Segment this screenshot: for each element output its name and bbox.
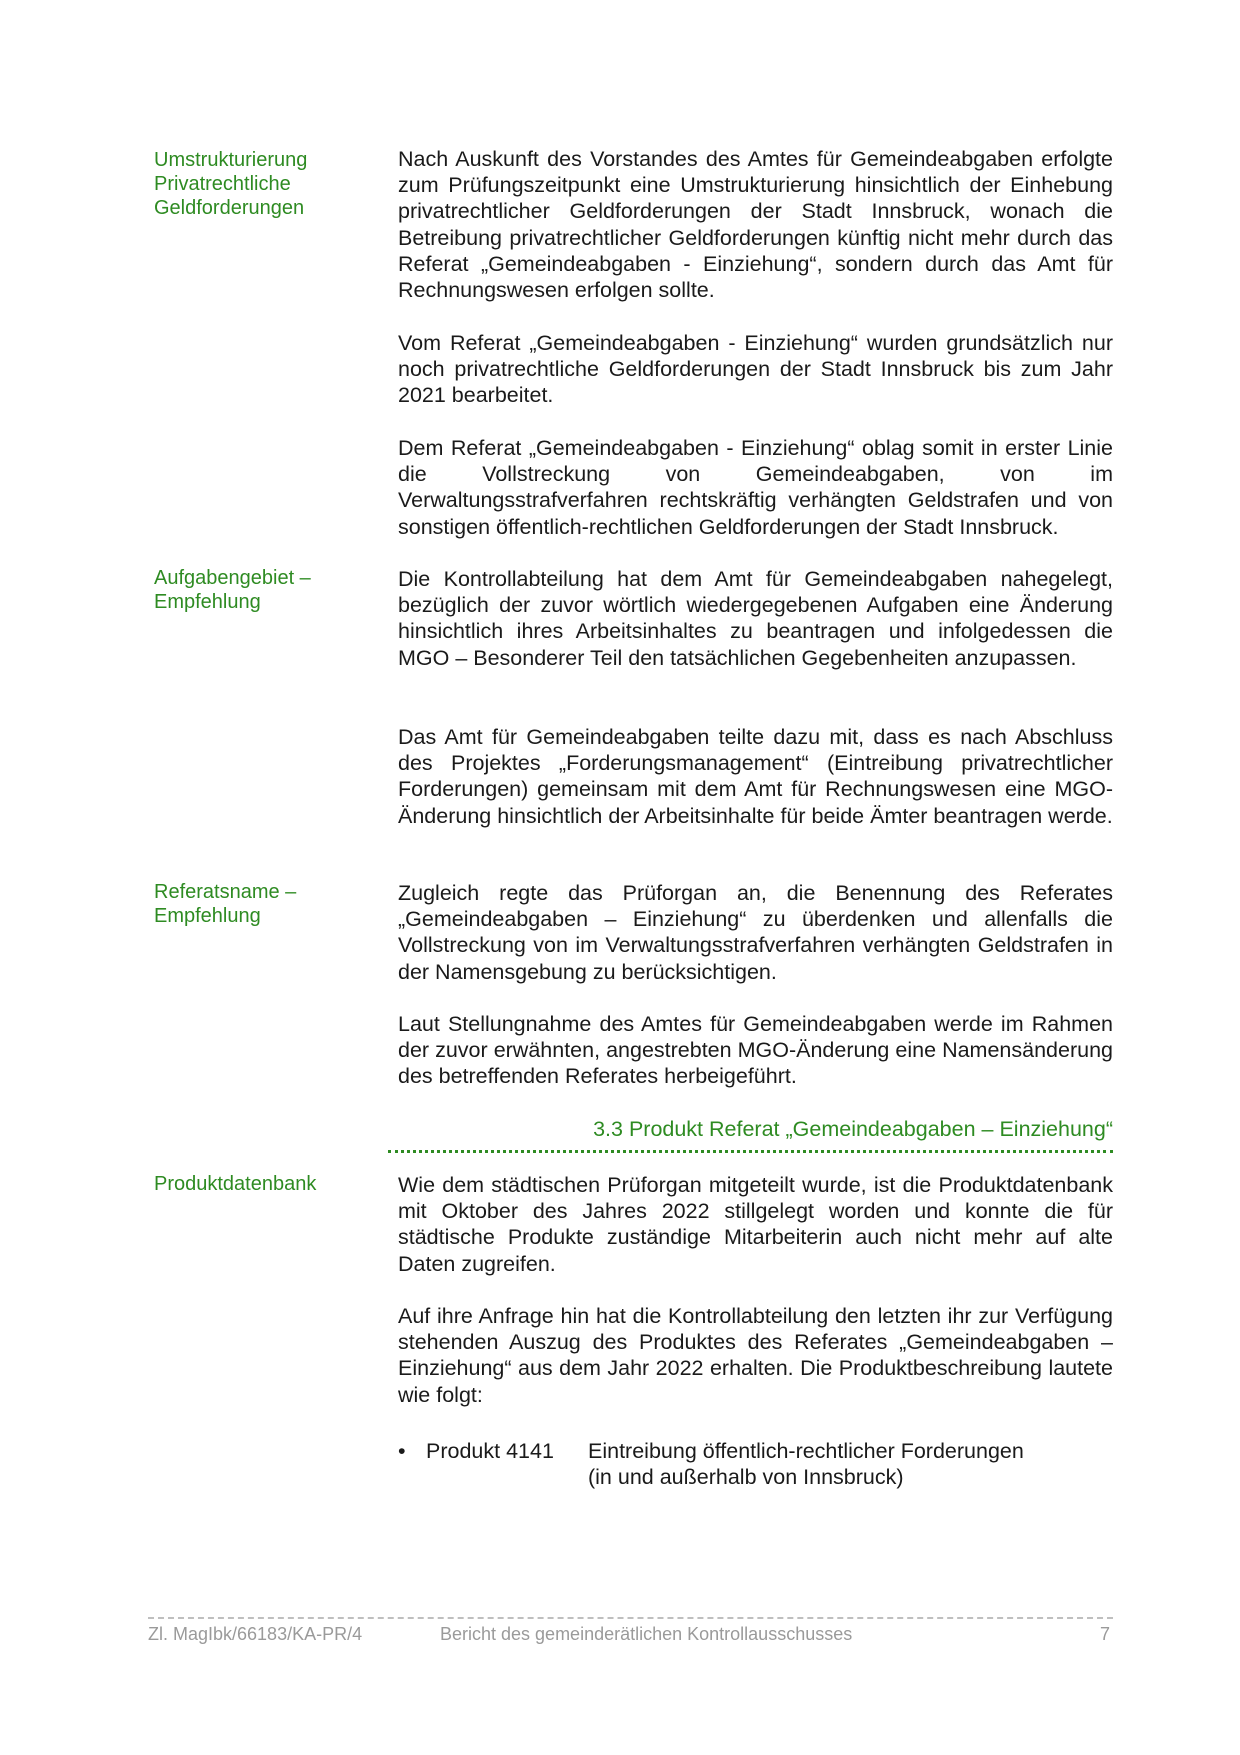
paragraph: Auf ihre Anfrage hin hat die Kontrollabteilung den letzten ihr zur Verfügung stehenden Auszug des Produktes des Referates „Gemeindeabgaben – Einziehung“ aus dem Jahr 2022 erhalten. Die Produktbeschreibung lautete wie folgt:	[398, 1304, 1113, 1407]
margin-note-line: Umstrukturierung	[154, 149, 308, 171]
page-number: 7	[1099, 1624, 1110, 1644]
margin-note-umstrukturierung	[154, 148, 374, 220]
product-description	[588, 1438, 1108, 1490]
margin-note-line: Empfehlung	[154, 591, 261, 613]
paragraph: Dem Referat „Gemeindeabgaben - Einziehung“ oblag somit in erster Linie die Vollstreckung von Gemeindeabgaben, von im Verwaltungsstrafverfahren rechtskräftig verhängten Geldstrafen und von sonstigen öffentlich-rechtlichen Geldforderungen der Stadt Innsbruck.	[398, 436, 1113, 539]
margin-note-line: Produktdatenbank	[154, 1173, 317, 1195]
product-description-line: (in und außerhalb von Innsbruck)	[588, 1465, 904, 1490]
footer-reference: Zl. MagIbk/66183/KA-PR/4	[148, 1624, 363, 1644]
margin-note-line: Geldforderungen	[154, 197, 305, 219]
product-code: Produkt 4141	[426, 1439, 554, 1463]
margin-note-referatsname	[154, 880, 374, 928]
paragraph: Nach Auskunft des Vorstandes des Amtes für Gemeindeabgaben erfolgte zum Prüfungszeitpunkt eine Umstrukturierung hinsichtlich der Einhebung privatrechtlicher Geldforderungen der Stadt Innsbruck, wonach die Betreibung privatrechtlicher Geldforderungen künftig nicht mehr durch das Referat „Gemeindeabgaben - Einziehung“, sondern durch das Amt für Rechnungswesen erfolgen sollte.	[398, 147, 1113, 303]
paragraph: Das Amt für Gemeindeabgaben teilte dazu mit, dass es nach Abschluss des Projektes „Forderungsmanagement“ (Eintreibung privatrechtlicher Forderungen) gemeinsam mit dem Amt für Rechnungswesen eine MGO-Änderung hinsichtlich der Arbeitsinhalte für beide Ämter beantragen werde.	[398, 725, 1113, 828]
margin-note-line: Referatsname –	[154, 881, 297, 903]
paragraph: Wie dem städtischen Prüforgan mitgeteilt wurde, ist die Produktdatenbank mit Oktober des Jahres 2022 stillgelegt worden und konnte die für städtische Produkte zuständige Mitarbeiterin auch nicht mehr auf alte Daten zugreifen.	[398, 1173, 1113, 1276]
margin-note-line: Privatrechtliche	[154, 173, 291, 195]
margin-note-aufgabengebiet	[154, 566, 374, 614]
paragraph: Laut Stellungnahme des Amtes für Gemeindeabgaben werde im Rahmen der zuvor erwähnten, angestrebten MGO-Änderung eine Namensänderung des betreffenden Referates herbeigeführt.	[398, 1012, 1113, 1089]
paragraph: Zugleich regte das Prüforgan an, die Benennung des Referates „Gemeindeabgaben – Einziehung“ zu überdenken und allenfalls die Vollstreckung von im Verwaltungsstrafverfahren verhängten Geldstrafen in der Namensgebung zu berücksichtigen.	[398, 881, 1113, 984]
bullet-icon: •	[398, 1439, 406, 1463]
margin-note-produktdatenbank	[154, 1172, 374, 1196]
section-heading: 3.3 Produkt Referat „Gemeindeabgaben – Einziehung“	[388, 1116, 1113, 1153]
footer-divider	[148, 1617, 1113, 1619]
footer-title: Bericht des gemeinderätlichen Kontrollausschusses	[440, 1624, 853, 1644]
margin-note-line: Empfehlung	[154, 905, 261, 927]
paragraph: Die Kontrollabteilung hat dem Amt für Gemeindeabgaben nahegelegt, bezüglich der zuvor wörtlich wiedergegebenen Aufgaben eine Änderung hinsichtlich ihres Arbeitsinhaltes zu beantragen und infolgedessen die MGO – Besonderer Teil den tatsächlichen Gegebenheiten anzupassen.	[398, 567, 1113, 670]
paragraph: Vom Referat „Gemeindeabgaben - Einziehung“ wurden grundsätzlich nur noch privatrechtliche Geldforderungen der Stadt Innsbruck bis zum Jahr 2021 bearbeitet.	[398, 331, 1113, 408]
product-description-line: Eintreibung öffentlich-rechtlicher Forderungen	[588, 1439, 1024, 1463]
margin-note-line: Aufgabengebiet –	[154, 567, 311, 589]
